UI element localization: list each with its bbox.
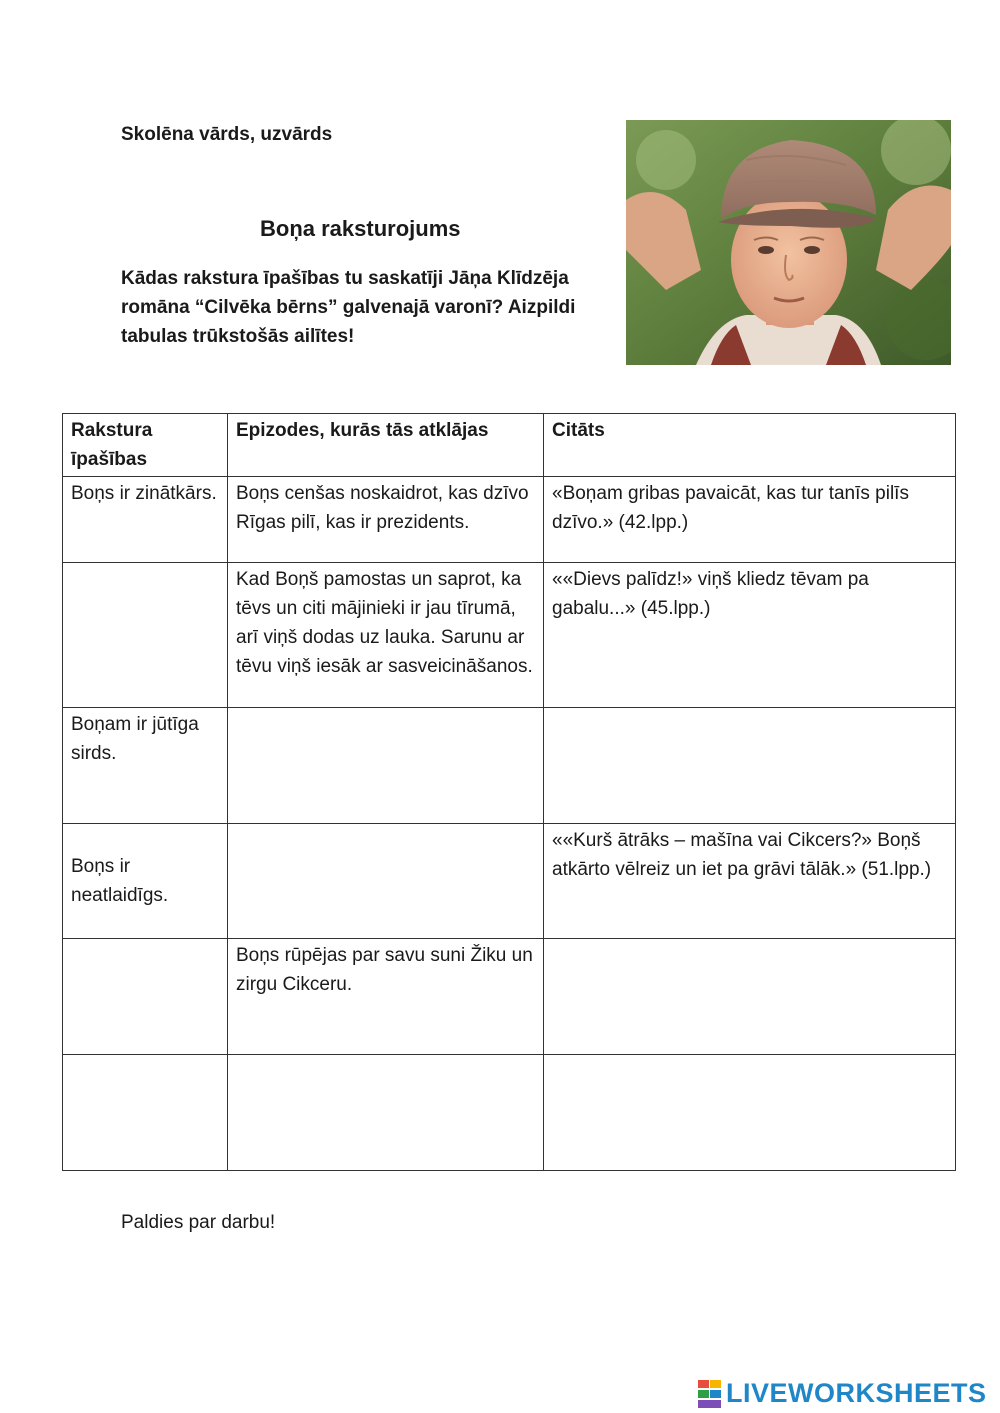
quote-cell[interactable]: ««Kurš ātrāks – mašīna vai Cikcers?» Boņš atkārto vēlreiz un iet pa grāvi tālāk.» (51.lpp.) <box>544 824 956 939</box>
quote-cell[interactable] <box>544 1055 956 1171</box>
page-title: Boņa raksturojums <box>260 216 461 241</box>
trait-cell[interactable] <box>63 1055 228 1171</box>
table-row <box>63 824 956 939</box>
header-traits: Rakstura īpašības <box>63 414 228 477</box>
table-row <box>63 477 956 563</box>
boy-photo <box>626 120 951 365</box>
quote-cell[interactable]: ««Dievs palīdz!» viņš kliedz tēvam pa gabalu...» (45.lpp.) <box>544 563 956 708</box>
table-row <box>63 708 956 824</box>
quote-cell[interactable]: «Boņam gribas pavaicāt, kas tur tanīs pilīs dzīvo.» (42.lpp.) <box>544 477 956 563</box>
task-question: Kādas rakstura īpašības tu saskatīji Jāņa Klīdzēja romāna “Cilvēka bērns” galvenajā varonī? Aizpildi tabulas trūkstošās ailītes! <box>121 268 576 347</box>
episode-cell[interactable] <box>228 1055 544 1171</box>
liveworksheets-logo[interactable] <box>698 1378 987 1409</box>
table-row <box>63 563 956 708</box>
episode-cell[interactable]: Boņs cenšas noskaidrot, kas dzīvo Rīgas pilī, kas ir prezidents. <box>228 477 544 563</box>
trait-cell[interactable]: Boņs ir zinātkārs. <box>63 477 228 563</box>
header-episodes: Epizodes, kurās tās atklājas <box>228 414 544 477</box>
traits-table <box>62 413 956 1171</box>
table-row <box>63 1055 956 1171</box>
trait-cell[interactable]: Boņs ir neatlaidīgs. <box>63 824 228 939</box>
quote-cell[interactable] <box>544 939 956 1055</box>
episode-cell[interactable] <box>228 708 544 824</box>
episode-cell[interactable]: Kad Boņš pamostas un saprot, ka tēvs un citi mājinieki ir jau tīrumā, arī viņš dodas uz lauka. Sarunu ar tēvu viņš iesāk ar sasveicināšanos. <box>228 563 544 708</box>
boy-photo-illustration <box>626 120 951 365</box>
header-quote: Citāts <box>544 414 956 477</box>
trait-cell[interactable] <box>63 563 228 708</box>
liveworksheets-wordmark: LIVEWORKSHEETS <box>726 1378 987 1408</box>
liveworksheets-icon <box>698 1380 722 1408</box>
thanks-note: Paldies par darbu! <box>121 1212 276 1233</box>
table-row <box>63 939 956 1055</box>
student-name-label: Skolēna vārds, uzvārds <box>121 124 333 145</box>
episode-cell[interactable]: Boņs rūpējas par savu suni Žiku un zirgu Cikceru. <box>228 939 544 1055</box>
trait-cell[interactable]: Boņam ir jūtīga sirds. <box>63 708 228 824</box>
quote-cell[interactable] <box>544 708 956 824</box>
trait-cell[interactable] <box>63 939 228 1055</box>
episode-cell[interactable] <box>228 824 544 939</box>
table-header-row <box>63 414 956 477</box>
